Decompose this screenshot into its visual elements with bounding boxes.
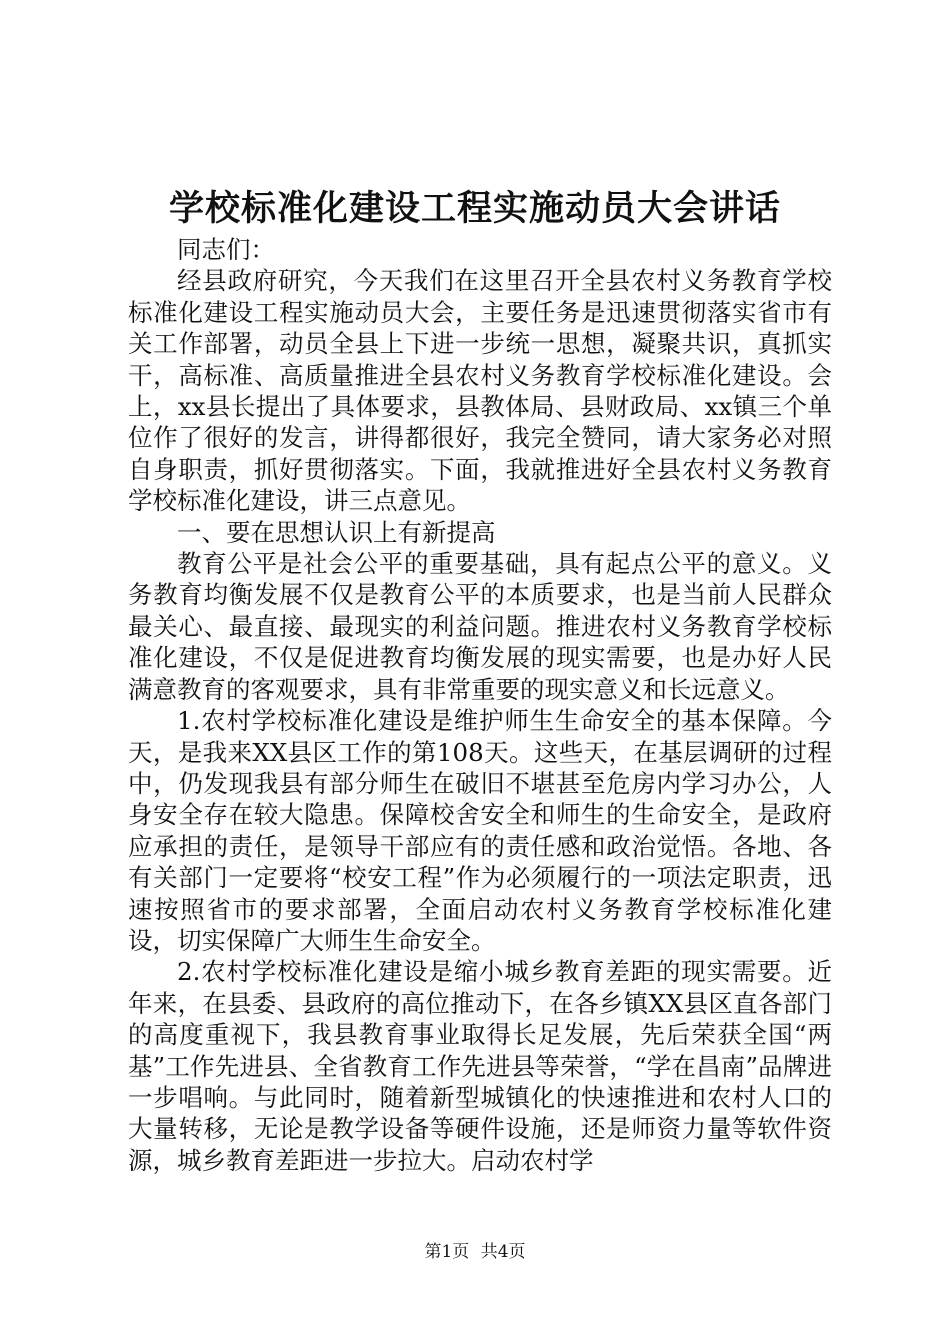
salutation-paragraph: 同志们： <box>177 235 275 264</box>
document-body <box>128 234 832 1176</box>
document-title: 学校标准化建设工程实施动员大会讲话 <box>168 188 781 229</box>
intro-paragraph: 经县政府研究，今天我们在这里召开全县农村义务教育学校标准化建设工程实施动员大会，主要任务是迅速贯彻落实省市有关工作部署，动员全县上下进一步统一思想，凝聚共识，真抓实干，高标准、高质量推进全县农村义务教育学校标准化建设。会上，xx县长提出了具体要求，县教体局、县财政局、xx镇三个单位作了很好的发言，讲得都很好，我完全赞同，请大家务必对照自身职责，抓好贯彻落实。下面，我就推进好全县农村义务教育学校标准化建设，讲三点意见。 <box>128 266 832 516</box>
body-paragraph-point-1: 1.农村学校标准化建设是维护师生生命安全的基本保障。今天，是我来XX县区工作的第108天。这些天，在基层调研的过程中，仍发现我县有部分师生在破旧不堪甚至危房内学习办公，人身安全存在较大隐患。保障校舍安全和师生的生命安全，是政府应承担的责任，是领导干部应有的责任感和政治觉悟。各地、各有关部门一定要将“校安工程”作为必须履行的一项法定职责，迅速按照省市的要求部署，全面启动农村义务教育学校标准化建设，切实保障广大师生生命安全。 <box>128 706 832 955</box>
body-paragraph-point-2: 2.农村学校标准化建设是缩小城乡教育差距的现实需要。近年来，在县委、县政府的高位推动下，在各乡镇XX县区直各部门的高度重视下，我县教育事业取得长足发展，先后荣获全国“两基”工作先进县、全省教育工作先进县等荣誉，“学在昌南”品牌进一步唱响。与此同时，随着新型城镇化的快速推进和农村人口的大量转移，无论是教学设备等硬件设施，还是师资力量等软件资源，城乡教育差距进一步拉大。启动农村学 <box>128 957 832 1175</box>
page-footer <box>0 1240 950 1264</box>
body-paragraph: 教育公平是社会公平的重要基础，具有起点公平的意义。义务教育均衡发展不仅是教育公平的本质要求，也是当前人民群众最关心、最直接、最现实的利益问题。推进农村义务教育学校标准化建设，不仅是促进教育均衡发展的现实需要，也是办好人民满意教育的客观要求，具有非常重要的现实意义和长远意义。 <box>128 549 832 704</box>
section-heading-1: 一、要在思想认识上有新提高 <box>177 517 496 547</box>
page-number: 第1页 <box>424 1242 470 1262</box>
page-total: 共4页 <box>480 1242 526 1262</box>
